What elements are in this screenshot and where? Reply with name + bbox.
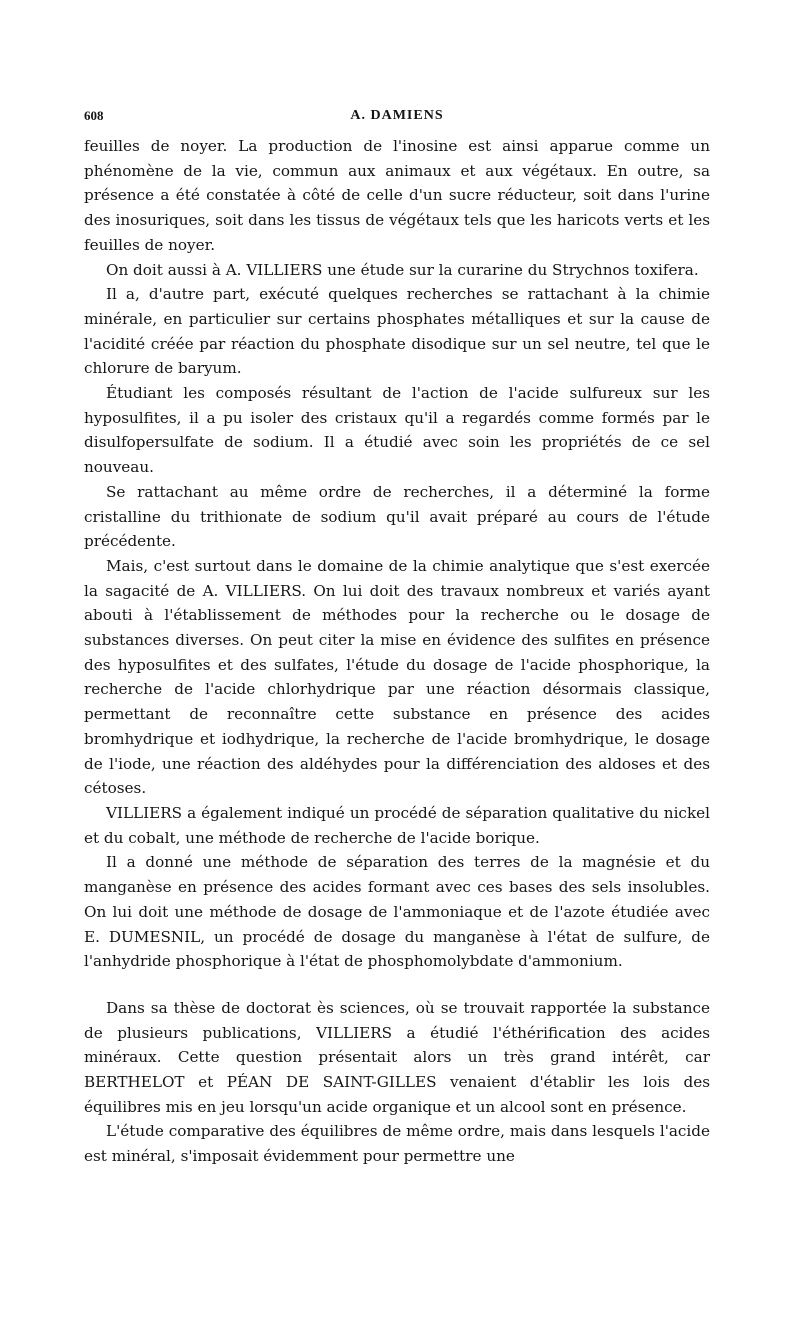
paragraph-hyposulfites: Étudiant les composés résultant de l'action de l'acide sulfureux sur les hyposulfites, il a pu isoler des cristaux qu'il a regardés comme formés par le disulfopersulfate de sodium. Il a étudié avec soin les propriétés de ce sel nouveau. (84, 384, 710, 477)
running-head: A. DAMIENS (350, 108, 444, 123)
paragraph-magnesie-manganese: Il a donné une méthode de séparation des terres de la magnésie et du manganèse en présence des acides formant avec ces bases des sels insolubles. On lui doit une méthode de dosage de l'ammoniaque et de l'azote étudiée avec E. DUMESNIL, un procédé de dosage du manganèse à l'état de sulfure, de l'anhydride phosphorique à l'état de phosphomolybdate d'ammonium. (84, 853, 710, 971)
paragraph-these-doctorat: Dans sa thèse de doctorat ès sciences, où se trouvait rapportée la substance de plusieurs publications, VILLIERS a étudié l'éthérification des acides minéraux. Cette question présentait alors un très grand intérêt, car BERTHELOT et PÉAN DE SAINT-GILLES venaient d'établir les lois des équilibres mis en jeu lorsqu'un acide organique et un alcool sont en présence. (84, 998, 710, 1116)
paragraph-chimie-analytique: Mais, c'est surtout dans le domaine de la chimie analytique que s'est exercée la sagacité de A. VILLIERS. On lui doit des travaux nombreux et variés ayant abouti à l'établissement de méthodes pour la recherche ou le dosage de substances diverses. On peut citer la mise en évidence des sulfites en présence des hyposulfites et des sulfates, l'étude du dosage de l'acide phosphorique, la recherche de l'acide chlorhydrique par une réaction désormais classique, permettant de reconnaître cette substance en présence des acides bromhydrique et iodhydrique, la recherche de l'acide bromhydrique, le dosage de l'iode, une réaction des aldéhydes pour la différenciation des aldoses et des cétoses. (84, 556, 710, 798)
paragraph-nickel-cobalt: VILLIERS a également indiqué un procédé de séparation qualitative du nickel et du cobalt, une méthode de recherche de l'acide borique. (84, 803, 710, 847)
paragraph-inosine: feuilles de noyer. La production de l'inosine est ainsi apparue comme un phénomène de la vie, commun aux animaux et aux végétaux. En outre, sa présence a été constatée à côté de celle d'un sucre réducteur, soit dans l'urine des inosuriques, soit dans les tissus de végétaux tels que les haricots verts et les feuilles de noyer. (84, 137, 710, 254)
paragraph-equilibres: L'étude comparative des équilibres de même ordre, mais dans lesquels l'acide est minéral, s'imposait évidemment pour permettre une (84, 1122, 710, 1166)
paragraph-curarine: On doit aussi à A. VILLIERS une étude sur la curarine du Strychnos toxifera. (106, 260, 699, 279)
document-page (84, 104, 710, 1169)
page-number: 608 (84, 108, 104, 123)
paragraph-chimie-minerale: Il a, d'autre part, exécuté quelques recherches se rattachant à la chimie minérale, en particulier sur certains phosphates métalliques et sur la cause de l'acidité créée par réaction du phosphate disodique sur un sel neutre, tel que le chlorure de baryum. (84, 285, 710, 378)
paragraph-trithionate: Se rattachant au même ordre de recherches, il a déterminé la forme cristalline du trithionate de sodium qu'il avait préparé au cours de l'étude précédente. (84, 482, 710, 551)
page-header (84, 104, 710, 134)
